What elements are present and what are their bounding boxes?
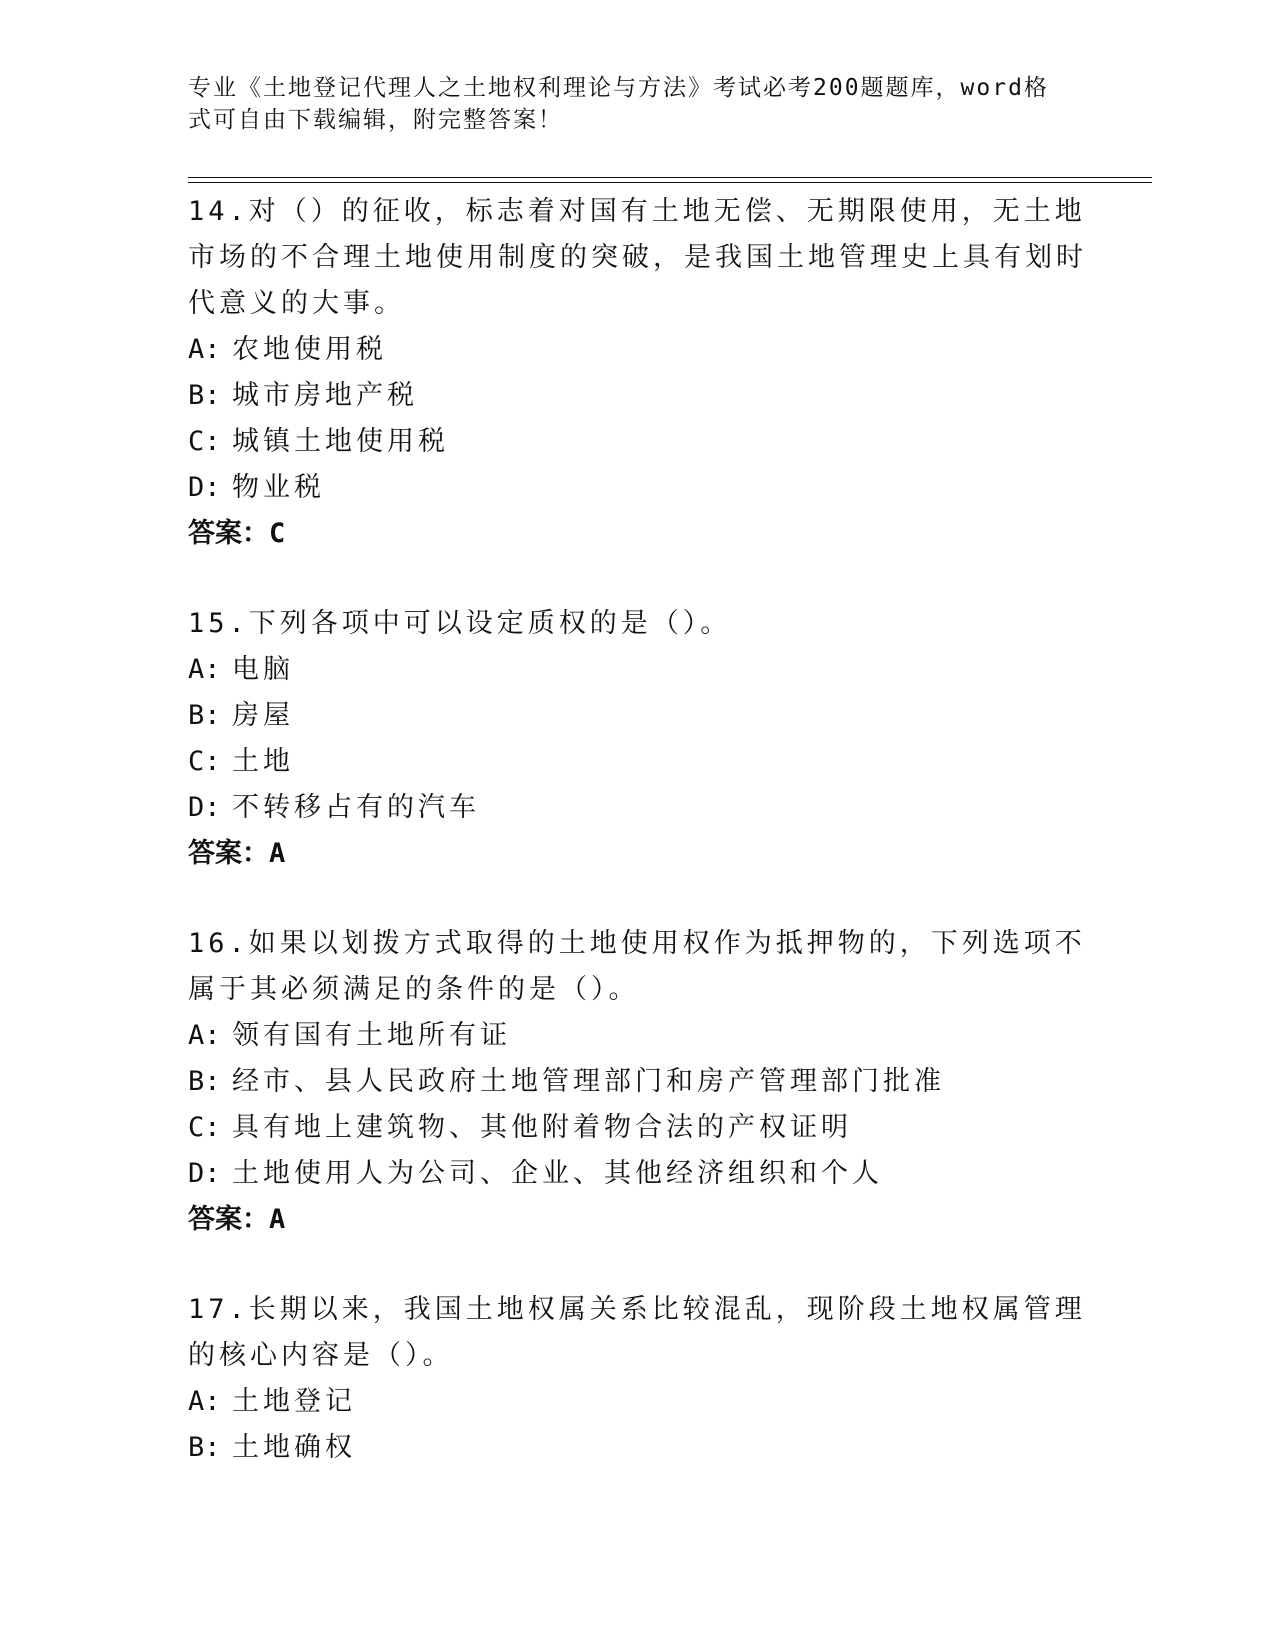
question-list [188,189,1088,1515]
option-key: B: [188,700,221,731]
option-key: A: [188,654,221,685]
option-text: 领有国有土地所有证 [232,1020,511,1051]
option-text: 房屋 [232,700,294,731]
option-a [188,1013,1088,1059]
option-key: D: [188,1158,221,1189]
option-text: 经市、县人民政府土地管理部门和房产管理部门批准 [232,1066,945,1097]
option-key: C: [188,746,221,777]
option-b [188,1425,1088,1471]
document-intro: 专业《土地登记代理人之土地权利理论与方法》考试必考200题题库，word格式可自由下载编辑，附完整答案！ [188,75,1049,133]
question-16 [188,921,1088,1243]
option-text: 具有地上建筑物、其他附着物合法的产权证明 [232,1112,852,1143]
option-text: 不转移占有的汽车 [232,792,480,823]
option-b [188,1059,1088,1105]
option-b [188,693,1088,739]
option-key: A: [188,1020,221,1051]
question-14 [188,189,1088,557]
option-a [188,1379,1088,1425]
option-key: D: [188,792,221,823]
option-text: 土地登记 [232,1386,356,1417]
option-text: 电脑 [232,654,294,685]
question-stem: 14.对（）的征收，标志着对国有土地无偿、无期限使用，无土地市场的不合理土地使用制度的突破，是我国土地管理史上具有划时代意义的大事。 [188,196,1087,319]
option-text: 农地使用税 [232,334,387,365]
option-key: B: [188,1066,221,1097]
option-c [188,739,1088,785]
option-c [188,1105,1088,1151]
option-text: 城镇土地使用税 [232,426,449,457]
option-key: C: [188,426,221,457]
option-key: C: [188,1112,221,1143]
answer-line: 答案：A [188,838,286,869]
option-text: 城市房地产税 [232,380,418,411]
question-stem: 16.如果以划拨方式取得的土地使用权作为抵押物的，下列选项不属于其必须满足的条件的是（）。 [188,928,1086,1005]
option-key: D: [188,472,221,503]
header-divider-top [188,177,1152,178]
option-c [188,419,1088,465]
question-stem: 15.下列各项中可以设定质权的是（）。 [188,608,732,639]
option-key: A: [188,1386,221,1417]
header-divider-bottom [188,182,1152,183]
question-15 [188,601,1088,877]
option-d [188,465,1088,511]
option-key: B: [188,380,221,411]
answer-line: 答案：A [188,1204,286,1235]
option-key: A: [188,334,221,365]
option-a [188,327,1088,373]
option-text: 物业税 [232,472,325,503]
question-17 [188,1287,1088,1471]
option-d [188,1151,1088,1197]
option-text: 土地使用人为公司、企业、其他经济组织和个人 [232,1158,883,1189]
option-text: 土地确权 [232,1432,356,1463]
question-stem: 17.长期以来，我国土地权属关系比较混乱，现阶段土地权属管理的核心内容是（）。 [188,1294,1086,1371]
option-a [188,647,1088,693]
option-d [188,785,1088,831]
answer-line: 答案：C [188,518,286,549]
option-b [188,373,1088,419]
option-text: 土地 [232,746,294,777]
option-key: B: [188,1432,221,1463]
